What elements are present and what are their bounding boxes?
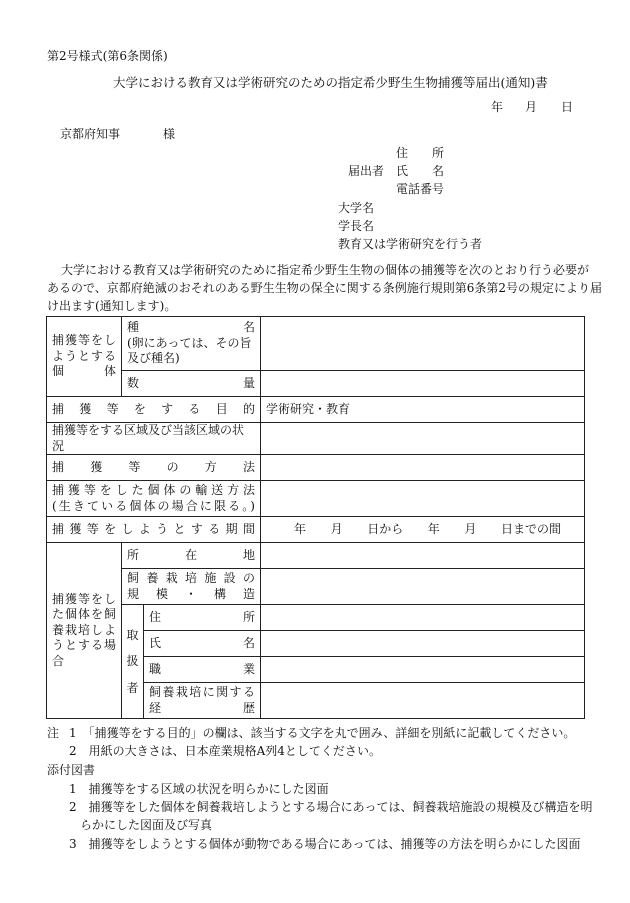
period-label: 捕獲等をしようとする期間 (47, 517, 261, 543)
handler-job-input[interactable] (261, 657, 585, 683)
location-input[interactable] (261, 543, 585, 569)
handler-career-line-1: 飼養栽培に関する (149, 685, 255, 700)
table-row (47, 455, 585, 481)
transport-label: 捕獲等をした個体の輸送方法 (52, 483, 255, 498)
period-end-year: 年 (427, 521, 440, 536)
handler-job-label: 職業 (144, 657, 261, 683)
handler-address-label: 住所 (144, 605, 261, 631)
form-number: 第2号様式(第6条関係) (47, 49, 168, 63)
species-sub-label: (卵にあっては、その旨及び種名) (127, 335, 252, 366)
handler-career-input[interactable] (261, 683, 585, 719)
addressee-name: 京都府知事 (60, 127, 121, 141)
applicant-name: 氏 名 (396, 164, 445, 178)
document-title: 大学における教育又は学術研究のための指定希少野生生物捕獲等届出(通知)書 (113, 75, 548, 90)
purpose-label: 捕獲等をする目的 (47, 397, 261, 423)
table-row (47, 517, 585, 543)
location-label: 所在地 (122, 543, 261, 569)
table-row (47, 371, 585, 397)
section-individual-label: 捕獲等をしようとする個体 (47, 317, 122, 397)
attachment-item-3: 3 捕獲等をしようとする個体が動物である場合にあっては、捕獲等の方法を明らかにした図面 (69, 837, 581, 851)
table-row (47, 397, 585, 423)
date-month: 月 (525, 100, 538, 114)
table-row (47, 569, 585, 605)
method-input[interactable] (261, 455, 585, 481)
table-row (47, 605, 585, 631)
table-row (47, 481, 585, 517)
period-start-month: 月 (330, 521, 343, 536)
applicant-label: 届出者 (348, 164, 385, 178)
attachment-item-1: 1 捕獲等をする区域の状況を明らかにした図面 (69, 782, 329, 796)
university-researcher: 教育又は学術研究を行う者 (338, 237, 483, 251)
quantity-label: 数量 (122, 371, 261, 397)
attachment-item-2: 2 捕獲等をした個体を飼養栽培しようとする場合にあっては、飼養栽培施設の規模及び構造を明 (69, 800, 593, 814)
applicant-phone: 電話番号 (396, 182, 445, 196)
species-input[interactable] (261, 317, 585, 371)
area-input[interactable] (261, 423, 585, 455)
intro-line-1: 大学における教育又は学術研究のために指定希少野生生物の個体の捕獲等を次のとおり行う必要が (61, 263, 590, 277)
species-label-cell (122, 317, 261, 371)
table-row (47, 317, 585, 371)
quantity-input[interactable] (261, 371, 585, 397)
facility-label-line-2: 規模・構造 (127, 586, 255, 601)
note-item-1: 1 「捕獲等をする目的」の欄は、該当する文字を丸で囲み、詳細を別紙に記載してください。 (69, 726, 576, 740)
notes-label: 注 (47, 726, 60, 740)
application-table (46, 316, 585, 719)
date-day: 日 (561, 100, 574, 114)
period-end-month: 月 (464, 521, 477, 536)
note-item-2: 2 用紙の大きさは、日本産業規格A列4としてください。 (69, 744, 381, 758)
facility-label-line-1: 飼養栽培施設の (127, 571, 255, 586)
intro-line-2: あるので、京都府絶滅のおそれのある野生生物の保全に関する条例施行規則第6条第2号の規定により届 (47, 281, 603, 295)
area-label: 捕獲等をする区域及び当該区域の状況 (47, 423, 261, 455)
handler-career-line-2: 経歴 (149, 700, 255, 715)
facility-label-cell (122, 569, 261, 605)
facility-input[interactable] (261, 569, 585, 605)
period-cell[interactable] (261, 517, 585, 543)
handler-label: 取扱者 (122, 605, 144, 719)
period-end-day: 日までの間 (500, 521, 561, 536)
handler-career-label-cell (144, 683, 261, 719)
transport-label-cell (47, 481, 261, 517)
period-start-year: 年 (294, 521, 307, 536)
handler-name-input[interactable] (261, 631, 585, 657)
table-row (47, 543, 585, 569)
attachment-item-2-cont: らかにした図面及び写真 (80, 818, 213, 832)
handler-name-label: 氏名 (144, 631, 261, 657)
applicant-address: 住 所 (396, 146, 445, 160)
section-breeding-label: 捕獲等をした個体を飼養栽培しようとする場合 (47, 543, 122, 719)
period-start-day: 日から (367, 521, 404, 536)
handler-address-input[interactable] (261, 605, 585, 631)
species-label: 種名 (127, 320, 255, 335)
transport-input[interactable] (261, 481, 585, 517)
university-name: 大学名 (338, 201, 375, 215)
intro-line-3: け出ます(通知します)。 (47, 299, 177, 313)
purpose-value[interactable]: 学術研究・教育 (261, 397, 585, 423)
table-row (47, 423, 585, 455)
addressee-honorific: 様 (163, 127, 176, 141)
university-president: 学長名 (338, 219, 375, 233)
transport-sub-label: (生きている個体の場合に限る。) (52, 498, 255, 513)
method-label: 捕獲等の方法 (47, 455, 261, 481)
date-year: 年 (491, 100, 504, 114)
attachments-title: 添付図書 (47, 763, 96, 777)
